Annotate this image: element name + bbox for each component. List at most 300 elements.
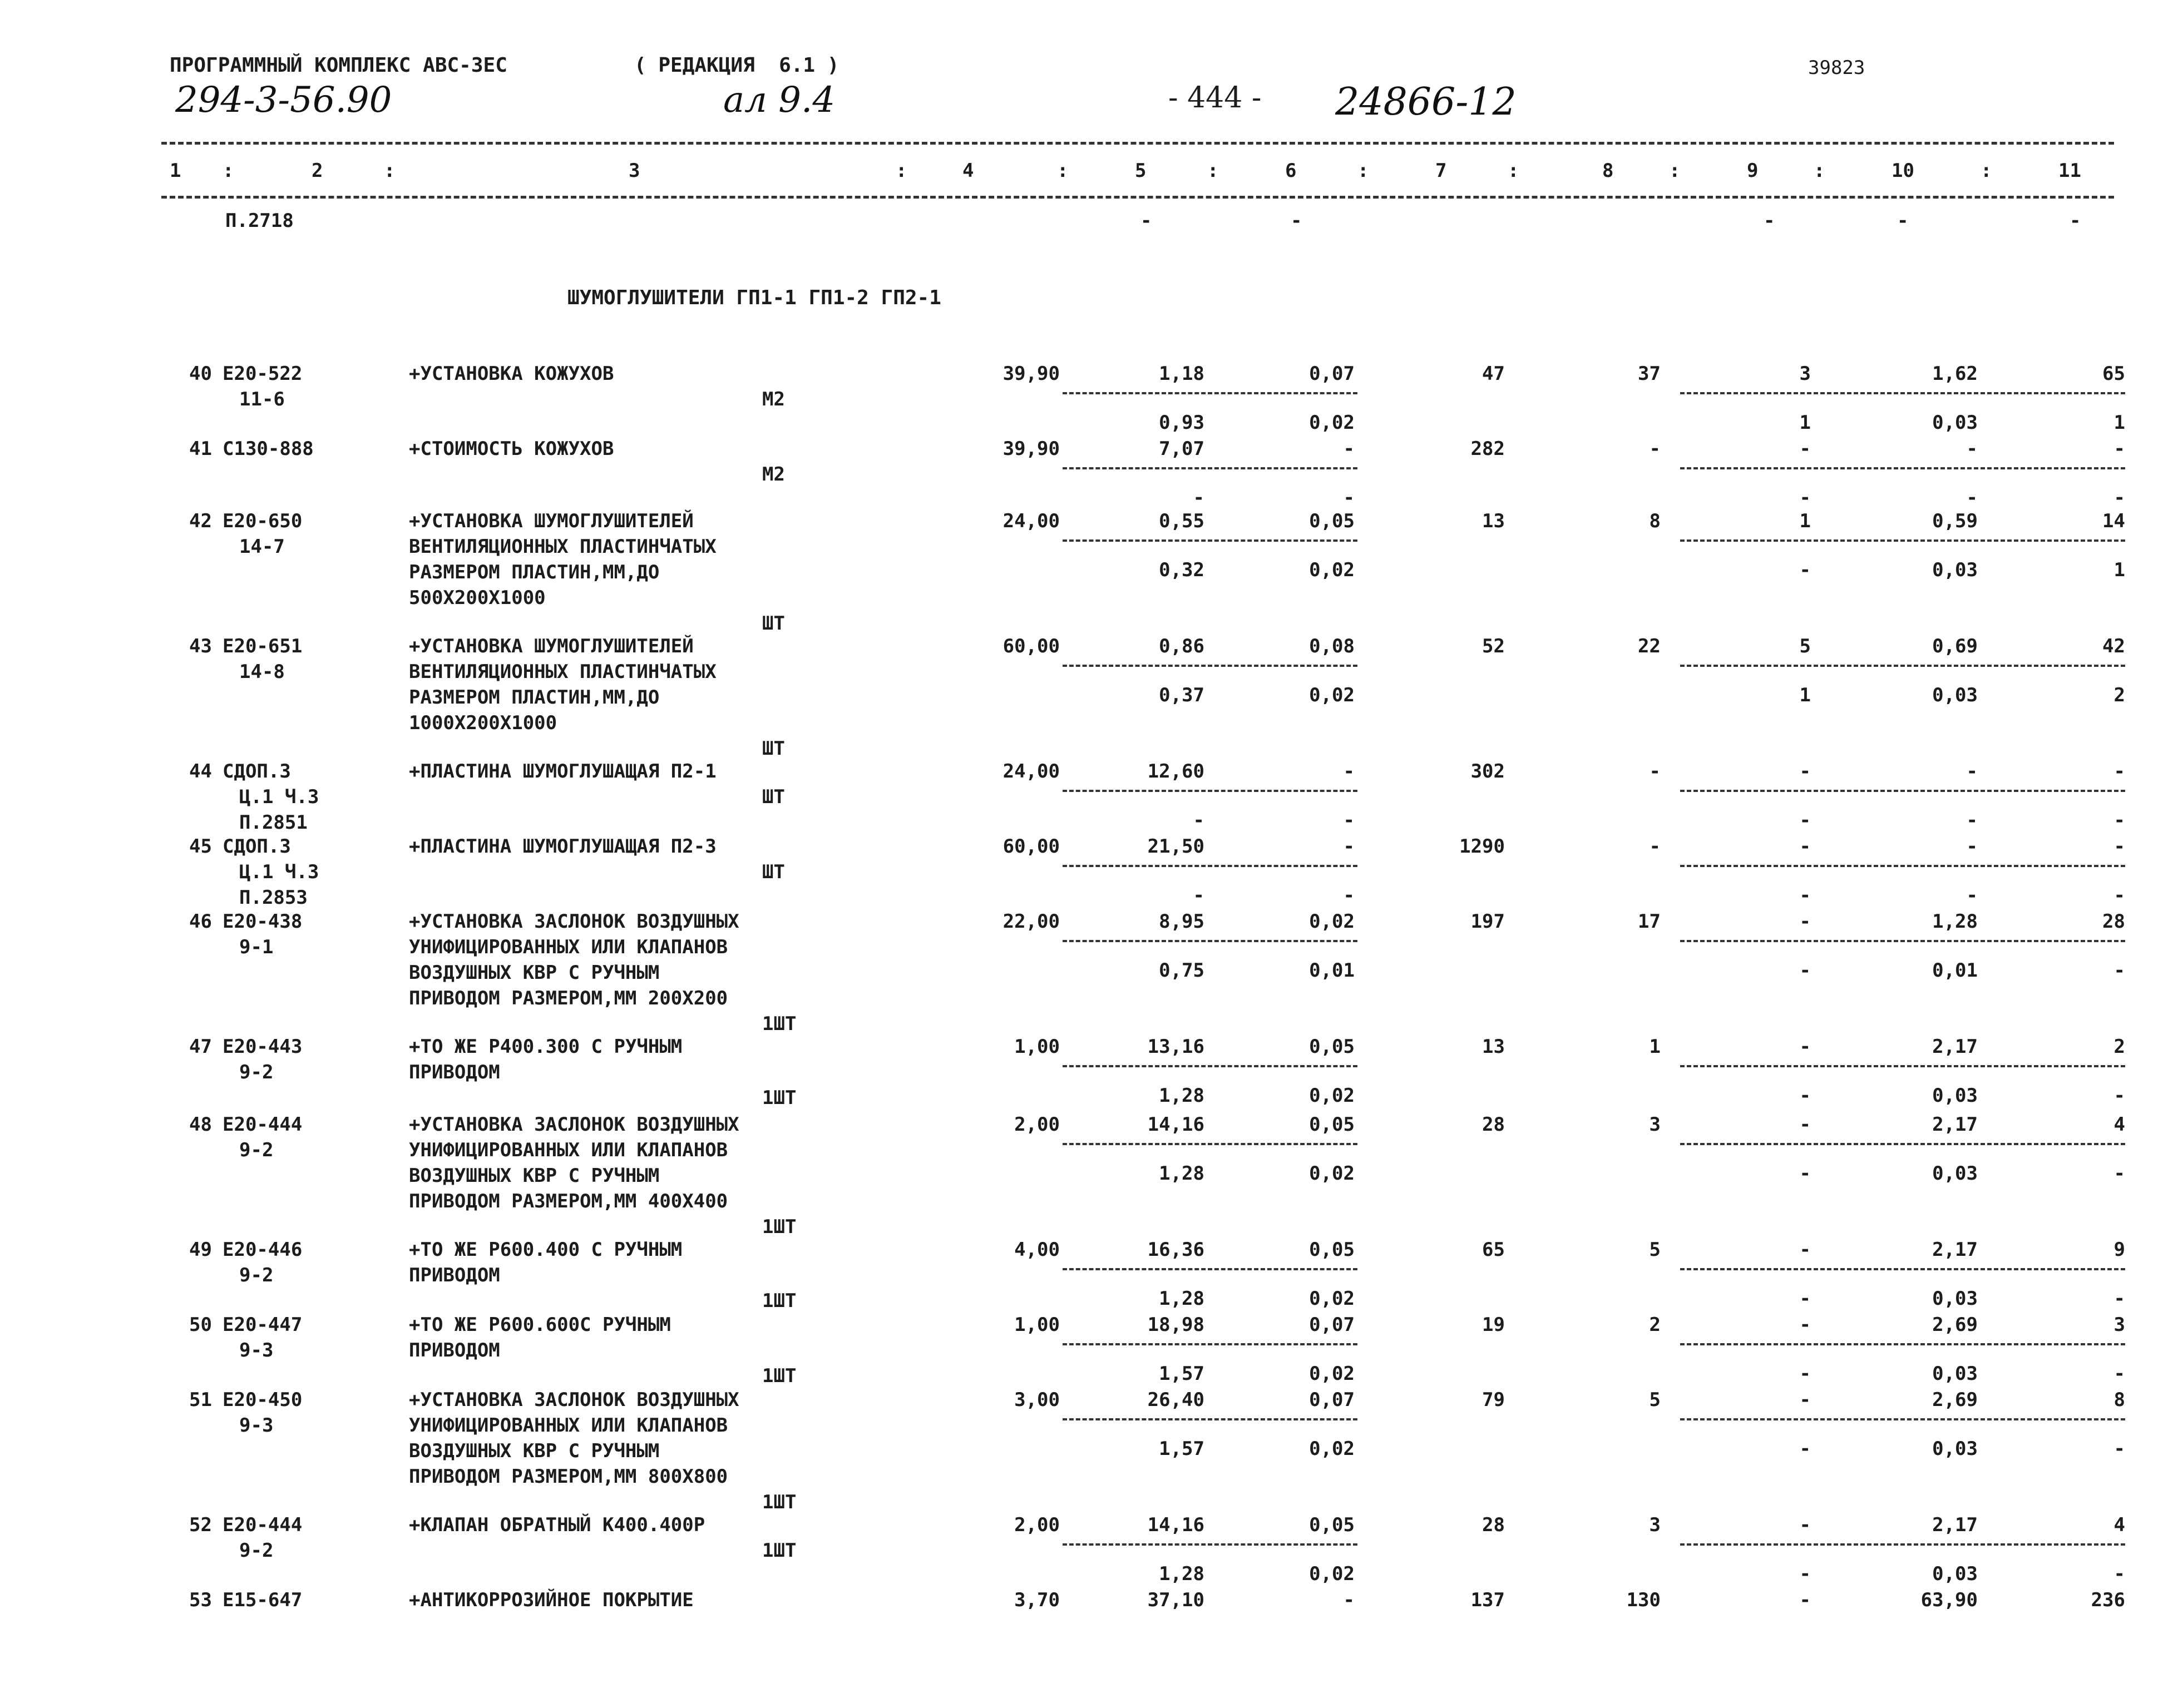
row-code-sub: 14-8	[239, 661, 285, 683]
cell-quantity: 4,00	[1014, 1239, 1060, 1261]
row-code: С130-888	[223, 438, 314, 460]
row-number: 50	[189, 1314, 212, 1336]
cell-divider-dash	[1680, 1343, 2125, 1345]
row-description: +ПЛАСТИНА ШУМОГЛУШАЩАЯ П2-1	[409, 760, 717, 783]
row-unit: ШТ	[762, 612, 785, 635]
column-number-2: 2	[312, 160, 323, 182]
cell-c11-bottom: 1	[2113, 559, 2125, 581]
row-code: Е15-647	[223, 1589, 303, 1611]
row-description: УНИФИЦИРОВАННЫХ ИЛИ КЛАПАНОВ	[409, 1414, 728, 1437]
cell-c9-top: -	[1799, 1036, 1811, 1058]
cell-c8: -	[1649, 760, 1661, 783]
cell-c11-bottom: -	[2113, 1288, 2125, 1310]
cell-c6-top: 0,05	[1309, 1239, 1355, 1261]
cell-quantity: 24,00	[1002, 510, 1060, 532]
column-separator: :	[1357, 160, 1369, 182]
cell-divider-dash	[1063, 467, 1357, 469]
cell-c6-bottom: 0,02	[1309, 1563, 1355, 1585]
cell-divider-dash	[1680, 790, 2125, 792]
cell-c9-top: -	[1799, 438, 1811, 460]
cell-divider-dash	[1680, 865, 2125, 867]
cell-c9-bottom: -	[1799, 1288, 1811, 1310]
cell-divider-dash	[1063, 940, 1357, 942]
cell-c9-top: -	[1799, 1514, 1811, 1536]
cell-c10-top: 63,90	[1920, 1589, 1978, 1611]
row-description: ПРИВОДОМ РАЗМЕРОМ,ММ 800Х800	[409, 1466, 728, 1488]
cell-c9-bottom: -	[1799, 884, 1811, 907]
cell-c7: 52	[1482, 635, 1505, 657]
row-number: 44	[189, 760, 212, 783]
row-code: Е20-443	[223, 1036, 303, 1058]
cell-divider-dash	[1063, 665, 1357, 667]
column-separator: :	[1508, 160, 1519, 182]
row-unit: ШТ	[762, 737, 785, 760]
column-number-10: 10	[1892, 160, 1914, 182]
cell-c8: 2	[1649, 1314, 1661, 1336]
cell-c6-top: 0,05	[1309, 510, 1355, 532]
cell-quantity: 1,00	[1014, 1036, 1060, 1058]
cell-c5-bottom: -	[1193, 487, 1204, 509]
row-unit: 1ШТ	[762, 1365, 797, 1387]
cell-c10-top: -	[1966, 835, 1978, 858]
cell-divider-dash	[1680, 665, 2125, 667]
row-unit: 1ШТ	[762, 1087, 797, 1109]
cell-c10-bottom: 0,03	[1932, 559, 1978, 581]
cell-c10-bottom: 0,01	[1932, 959, 1978, 982]
column-number-11: 11	[2058, 160, 2081, 182]
cell-c10-bottom: 0,03	[1932, 1438, 1978, 1460]
cell-c5-top: 12,60	[1147, 760, 1204, 783]
cell-c11-bottom: -	[2113, 959, 2125, 982]
cell-c5-bottom: 1,28	[1159, 1162, 1204, 1185]
cell-c5-top: 37,10	[1147, 1589, 1204, 1611]
carry-over-ref: П.2718	[225, 210, 294, 232]
cell-c5-bottom: 1,57	[1159, 1363, 1204, 1385]
cell-c8: 17	[1638, 910, 1661, 933]
row-description: ВЕНТИЛЯЦИОННЫХ ПЛАСТИНЧАТЫХ	[409, 536, 717, 558]
row-code-sub: 14-7	[239, 536, 285, 558]
carry-over-c9: -	[1764, 210, 1775, 232]
column-separator: :	[1814, 160, 1825, 182]
row-description: ПРИВОДОМ РАЗМЕРОМ,ММ 400Х400	[409, 1190, 728, 1212]
cell-c7: 197	[1470, 910, 1505, 933]
sheet-code: 39823	[1808, 57, 1865, 79]
cell-c10-bottom: 0,03	[1932, 1363, 1978, 1385]
cell-c9-top: -	[1799, 760, 1811, 783]
cell-c5-top: 7,07	[1159, 438, 1204, 460]
cell-c9-bottom: -	[1799, 1438, 1811, 1460]
cell-quantity: 39,90	[1002, 438, 1060, 460]
row-unit: ШТ	[762, 861, 785, 883]
cell-c10-bottom: -	[1966, 487, 1978, 509]
cell-quantity: 39,90	[1002, 363, 1060, 385]
cell-c7: 28	[1482, 1514, 1505, 1536]
row-code-sub: 9-3	[239, 1414, 274, 1437]
cell-c7: 13	[1482, 510, 1505, 532]
cell-c6-bottom: 0,02	[1309, 684, 1355, 706]
row-description: +УСТАНОВКА ЗАСЛОНОК ВОЗДУШНЫХ	[409, 1389, 739, 1411]
row-code-sub: 9-2	[239, 1061, 274, 1083]
cell-c10-top: 0,69	[1932, 635, 1978, 657]
cell-divider-dash	[1680, 392, 2125, 394]
cell-c10-bottom: 0,03	[1932, 1563, 1978, 1585]
row-unit: М2	[762, 463, 785, 486]
row-description: РАЗМЕРОМ ПЛАСТИН,ММ,ДО	[409, 686, 660, 709]
cell-c6-bottom: -	[1343, 884, 1355, 907]
column-number-3: 3	[629, 160, 640, 182]
cell-quantity: 60,00	[1002, 635, 1060, 657]
row-description: +УСТАНОВКА КОЖУХОВ	[409, 363, 614, 385]
row-code: Е20-450	[223, 1389, 303, 1411]
row-code-sub: Ц.1 Ч.3	[239, 861, 319, 883]
cell-c6-bottom: 0,02	[1309, 559, 1355, 581]
row-number: 43	[189, 635, 212, 657]
cell-c10-bottom: -	[1966, 809, 1978, 831]
cell-c9-bottom: 1	[1799, 684, 1811, 706]
row-unit: 1ШТ	[762, 1290, 797, 1312]
cell-divider-dash	[1063, 1268, 1357, 1270]
page-number: - 444 -	[1168, 81, 1262, 115]
cell-c6-top: 0,02	[1309, 910, 1355, 933]
cell-c6-bottom: -	[1343, 487, 1355, 509]
edition-label: ( РЕДАКЦИЯ 6.1 )	[634, 54, 839, 77]
column-separator: :	[1207, 160, 1219, 182]
row-description: УНИФИЦИРОВАННЫХ ИЛИ КЛАПАНОВ	[409, 1139, 728, 1161]
cell-c6-top: 0,05	[1309, 1036, 1355, 1058]
cell-c9-top: 5	[1799, 635, 1811, 657]
cell-c5-top: 0,55	[1159, 510, 1204, 532]
cell-c11-top: 65	[2102, 363, 2125, 385]
cell-c5-top: 8,95	[1159, 910, 1204, 933]
cell-c9-top: -	[1799, 910, 1811, 933]
cell-quantity: 3,00	[1014, 1389, 1060, 1411]
row-code-sub: 9-2	[239, 1139, 274, 1161]
cell-c6-top: 0,05	[1309, 1113, 1355, 1136]
cell-c11-top: 4	[2113, 1113, 2125, 1136]
cell-c5-top: 14,16	[1147, 1113, 1204, 1136]
cell-c11-bottom: -	[2113, 487, 2125, 509]
cell-c7: 282	[1470, 438, 1505, 460]
cell-c10-top: -	[1966, 438, 1978, 460]
handwritten-project-code: 294-3-56.90	[175, 80, 392, 121]
row-number: 49	[189, 1239, 212, 1261]
row-code-sub: 9-3	[239, 1339, 274, 1362]
column-number-7: 7	[1435, 160, 1447, 182]
cell-divider-dash	[1063, 1065, 1357, 1067]
row-description: ВОЗДУШНЫХ КВР С РУЧНЫМ	[409, 1165, 660, 1187]
cell-c5-bottom: 1,57	[1159, 1438, 1204, 1460]
cell-c8: 5	[1649, 1239, 1661, 1261]
cell-c11-bottom: -	[2113, 1162, 2125, 1185]
cell-c9-top: -	[1799, 1239, 1811, 1261]
cell-c5-bottom: 0,37	[1159, 684, 1204, 706]
row-number: 52	[189, 1514, 212, 1536]
cell-c6-top: -	[1343, 1589, 1355, 1611]
cell-c11-top: 14	[2102, 510, 2125, 532]
carry-over-c5: -	[1140, 210, 1152, 232]
row-number: 48	[189, 1113, 212, 1136]
cell-divider-dash	[1063, 539, 1357, 542]
cell-c8: 5	[1649, 1389, 1661, 1411]
cell-c8: 37	[1638, 363, 1661, 385]
row-code: Е20-447	[223, 1314, 303, 1336]
cell-c6-bottom: 0,02	[1309, 1288, 1355, 1310]
cell-c10-top: 2,17	[1932, 1514, 1978, 1536]
cell-divider-dash	[1680, 940, 2125, 942]
cell-c5-bottom: -	[1193, 809, 1204, 831]
carry-over-c11: -	[2070, 210, 2081, 232]
cell-c9-bottom: -	[1799, 1085, 1811, 1107]
cell-c6-bottom: -	[1343, 809, 1355, 831]
cell-c9-bottom: 1	[1799, 412, 1811, 434]
row-description: +ПЛАСТИНА ШУМОГЛУШАЩАЯ П2-3	[409, 835, 717, 858]
carry-over-c6: -	[1291, 210, 1302, 232]
cell-c10-bottom: 0,03	[1932, 1288, 1978, 1310]
column-separator: :	[1669, 160, 1681, 182]
cell-c6-bottom: 0,01	[1309, 959, 1355, 982]
cell-c8: -	[1649, 835, 1661, 858]
row-number: 51	[189, 1389, 212, 1411]
cell-c10-top: -	[1966, 760, 1978, 783]
cell-c5-bottom: 1,28	[1159, 1288, 1204, 1310]
header-top-rule	[161, 142, 2114, 145]
cell-divider-dash	[1063, 1143, 1357, 1145]
row-code: Е20-446	[223, 1239, 303, 1261]
row-code: Е20-438	[223, 910, 303, 933]
cell-c9-top: -	[1799, 1314, 1811, 1336]
cell-c7: 13	[1482, 1036, 1505, 1058]
row-code: СДОП.3	[223, 835, 291, 858]
cell-c7: 47	[1482, 363, 1505, 385]
cell-c7: 1290	[1459, 835, 1505, 858]
cell-c5-bottom: 1,28	[1159, 1085, 1204, 1107]
row-description: ПРИВОДОМ РАЗМЕРОМ,ММ 200Х200	[409, 987, 728, 1009]
cell-c11-bottom: 1	[2113, 412, 2125, 434]
cell-c11-bottom: -	[2113, 1085, 2125, 1107]
cell-c9-bottom: -	[1799, 1563, 1811, 1585]
row-number: 40	[189, 363, 212, 385]
column-number-8: 8	[1602, 160, 1614, 182]
program-title: ПРОГРАММНЫЙ КОМПЛЕКС АВС-ЗЕС	[170, 54, 507, 77]
row-code-sub: 9-2	[239, 1539, 274, 1562]
row-description: РАЗМЕРОМ ПЛАСТИН,ММ,ДО	[409, 561, 660, 583]
cell-c5-top: 16,36	[1147, 1239, 1204, 1261]
cell-c9-top: -	[1799, 1113, 1811, 1136]
row-description: ПРИВОДОМ	[409, 1339, 500, 1362]
cell-c5-bottom: 1,28	[1159, 1563, 1204, 1585]
section-title: ШУМОГЛУШИТЕЛИ ГП1-1 ГП1-2 ГП2-1	[567, 286, 941, 309]
column-number-4: 4	[962, 160, 974, 182]
cell-c11-bottom: -	[2113, 809, 2125, 831]
cell-c6-top: 0,05	[1309, 1514, 1355, 1536]
row-description: +КЛАПАН ОБРАТНЫЙ К400.400Р	[409, 1514, 705, 1536]
cell-c6-bottom: 0,02	[1309, 1438, 1355, 1460]
cell-c6-bottom: 0,02	[1309, 1363, 1355, 1385]
cell-c6-top: 0,07	[1309, 1389, 1355, 1411]
row-number: 53	[189, 1589, 212, 1611]
row-code: Е20-444	[223, 1514, 303, 1536]
cell-c9-top: 1	[1799, 510, 1811, 532]
column-number-5: 5	[1135, 160, 1147, 182]
cell-c10-top: 2,17	[1932, 1036, 1978, 1058]
column-number-6: 6	[1285, 160, 1297, 182]
cell-c5-top: 21,50	[1147, 835, 1204, 858]
cell-c10-bottom: 0,03	[1932, 684, 1978, 706]
row-description: 1000Х200Х1000	[409, 712, 557, 734]
column-separator: :	[223, 160, 234, 182]
cell-c6-top: 0,08	[1309, 635, 1355, 657]
cell-c9-bottom: -	[1799, 1363, 1811, 1385]
cell-divider-dash	[1680, 539, 2125, 542]
cell-c7: 79	[1482, 1389, 1505, 1411]
row-code-sub: 9-2	[239, 1264, 274, 1286]
cell-c10-top: 2,69	[1932, 1314, 1978, 1336]
row-number: 41	[189, 438, 212, 460]
row-number: 47	[189, 1036, 212, 1058]
cell-c5-top: 0,86	[1159, 635, 1204, 657]
cell-c10-top: 1,62	[1932, 363, 1978, 385]
column-number-9: 9	[1747, 160, 1759, 182]
cell-quantity: 3,70	[1014, 1589, 1060, 1611]
column-number-1: 1	[170, 160, 181, 182]
cell-c8: 3	[1649, 1113, 1661, 1136]
cell-divider-dash	[1680, 1418, 2125, 1420]
cell-c9-top: 3	[1799, 363, 1811, 385]
cell-c7: 19	[1482, 1314, 1505, 1336]
row-code: СДОП.3	[223, 760, 291, 783]
cell-c6-bottom: 0,02	[1309, 1162, 1355, 1185]
row-number: 45	[189, 835, 212, 858]
cell-divider-dash	[1680, 1543, 2125, 1546]
cell-c9-top: -	[1799, 1389, 1811, 1411]
row-description: +ТО ЖЕ Р600.600С РУЧНЫМ	[409, 1314, 671, 1336]
row-code-sub: 9-1	[239, 936, 274, 958]
cell-quantity: 2,00	[1014, 1113, 1060, 1136]
cell-quantity: 22,00	[1002, 910, 1060, 933]
cell-c7: 137	[1470, 1589, 1505, 1611]
cell-c11-top: 3	[2113, 1314, 2125, 1336]
cell-c5-top: 26,40	[1147, 1389, 1204, 1411]
cell-c11-bottom: -	[2113, 1438, 2125, 1460]
row-code: Е20-444	[223, 1113, 303, 1136]
cell-c10-bottom: 0,03	[1932, 412, 1978, 434]
cell-c11-bottom: 2	[2113, 684, 2125, 706]
cell-divider-dash	[1063, 1343, 1357, 1345]
column-separator: :	[1981, 160, 1992, 182]
row-description: ПРИВОДОМ	[409, 1061, 500, 1083]
cell-c6-top: 0,07	[1309, 1314, 1355, 1336]
cell-divider-dash	[1063, 392, 1357, 394]
cell-c8: 8	[1649, 510, 1661, 532]
cell-c10-bottom: -	[1966, 884, 1978, 907]
row-code-sub: П.2851	[239, 811, 308, 834]
cell-c11-top: 4	[2113, 1514, 2125, 1536]
cell-c11-top: -	[2113, 438, 2125, 460]
row-description: ВОЗДУШНЫХ КВР С РУЧНЫМ	[409, 1440, 660, 1462]
row-unit: 1ШТ	[762, 1539, 797, 1562]
cell-c10-bottom: 0,03	[1932, 1085, 1978, 1107]
cell-c5-bottom: 0,93	[1159, 412, 1204, 434]
row-code: Е20-650	[223, 510, 303, 532]
cell-divider-dash	[1063, 1418, 1357, 1420]
cell-divider-dash	[1063, 1543, 1357, 1546]
cell-c6-bottom: 0,02	[1309, 1085, 1355, 1107]
cell-c5-top: 14,16	[1147, 1514, 1204, 1536]
row-code-sub: Ц.1 Ч.3	[239, 786, 319, 808]
row-unit: ШТ	[762, 786, 785, 808]
cell-c10-top: 1,28	[1932, 910, 1978, 933]
row-description: +ТО ЖЕ Р400.300 С РУЧНЫМ	[409, 1036, 683, 1058]
cell-c11-top: 236	[2091, 1589, 2125, 1611]
carry-over-c10: -	[1897, 210, 1909, 232]
row-unit: 1ШТ	[762, 1013, 797, 1035]
cell-quantity: 60,00	[1002, 835, 1060, 858]
cell-c8: 1	[1649, 1036, 1661, 1058]
row-description: 500Х200Х1000	[409, 587, 546, 609]
column-separator: :	[896, 160, 907, 182]
row-code: Е20-522	[223, 363, 303, 385]
cell-c9-bottom: -	[1799, 809, 1811, 831]
cell-divider-dash	[1680, 1143, 2125, 1145]
cell-c11-top: 28	[2102, 910, 2125, 933]
row-description: ПРИВОДОМ	[409, 1264, 500, 1286]
cell-c6-top: -	[1343, 835, 1355, 858]
cell-c5-bottom: 0,32	[1159, 559, 1204, 581]
cell-c11-bottom: -	[2113, 1363, 2125, 1385]
row-description: +АНТИКОРРОЗИЙНОЕ ПОКРЫТИЕ	[409, 1589, 694, 1611]
cell-divider-dash	[1680, 467, 2125, 469]
row-description: +ТО ЖЕ Р600.400 С РУЧНЫМ	[409, 1239, 683, 1261]
row-number: 42	[189, 510, 212, 532]
row-description: ВОЗДУШНЫХ КВР С РУЧНЫМ	[409, 962, 660, 984]
row-description: +УСТАНОВКА ЗАСЛОНОК ВОЗДУШНЫХ	[409, 910, 739, 933]
cell-c8: -	[1649, 438, 1661, 460]
cell-c9-bottom: -	[1799, 487, 1811, 509]
cell-c11-top: 8	[2113, 1389, 2125, 1411]
cell-quantity: 2,00	[1014, 1514, 1060, 1536]
row-description: +СТОИМОСТЬ КОЖУХОВ	[409, 438, 614, 460]
row-description: УНИФИЦИРОВАННЫХ ИЛИ КЛАПАНОВ	[409, 936, 728, 958]
cell-divider-dash	[1680, 1268, 2125, 1270]
cell-c11-top: 9	[2113, 1239, 2125, 1261]
cell-c5-top: 13,16	[1147, 1036, 1204, 1058]
cell-c9-top: -	[1799, 1589, 1811, 1611]
cell-c5-top: 18,98	[1147, 1314, 1204, 1336]
row-unit: 1ШТ	[762, 1491, 797, 1513]
cell-c6-top: -	[1343, 438, 1355, 460]
cell-c5-bottom: -	[1193, 884, 1204, 907]
cell-c9-bottom: -	[1799, 559, 1811, 581]
row-description: +УСТАНОВКА ЗАСЛОНОК ВОЗДУШНЫХ	[409, 1113, 739, 1136]
cell-c10-top: 2,17	[1932, 1239, 1978, 1261]
cell-c7: 65	[1482, 1239, 1505, 1261]
cell-c11-bottom: -	[2113, 884, 2125, 907]
row-description: +УСТАНОВКА ШУМОГЛУШИТЕЛЕЙ	[409, 510, 694, 532]
row-code-sub: 11-6	[239, 388, 285, 410]
cell-c10-bottom: 0,03	[1932, 1162, 1978, 1185]
cell-c8: 22	[1638, 635, 1661, 657]
cell-quantity: 24,00	[1002, 760, 1060, 783]
row-code-sub: П.2853	[239, 887, 308, 909]
cell-c8: 130	[1626, 1589, 1661, 1611]
cell-c11-bottom: -	[2113, 1563, 2125, 1585]
header-bottom-rule	[161, 196, 2114, 199]
cell-c9-top: -	[1799, 835, 1811, 858]
cell-c11-top: -	[2113, 835, 2125, 858]
column-separator: :	[384, 160, 396, 182]
cell-divider-dash	[1063, 865, 1357, 867]
row-description: +УСТАНОВКА ШУМОГЛУШИТЕЛЕЙ	[409, 635, 694, 657]
